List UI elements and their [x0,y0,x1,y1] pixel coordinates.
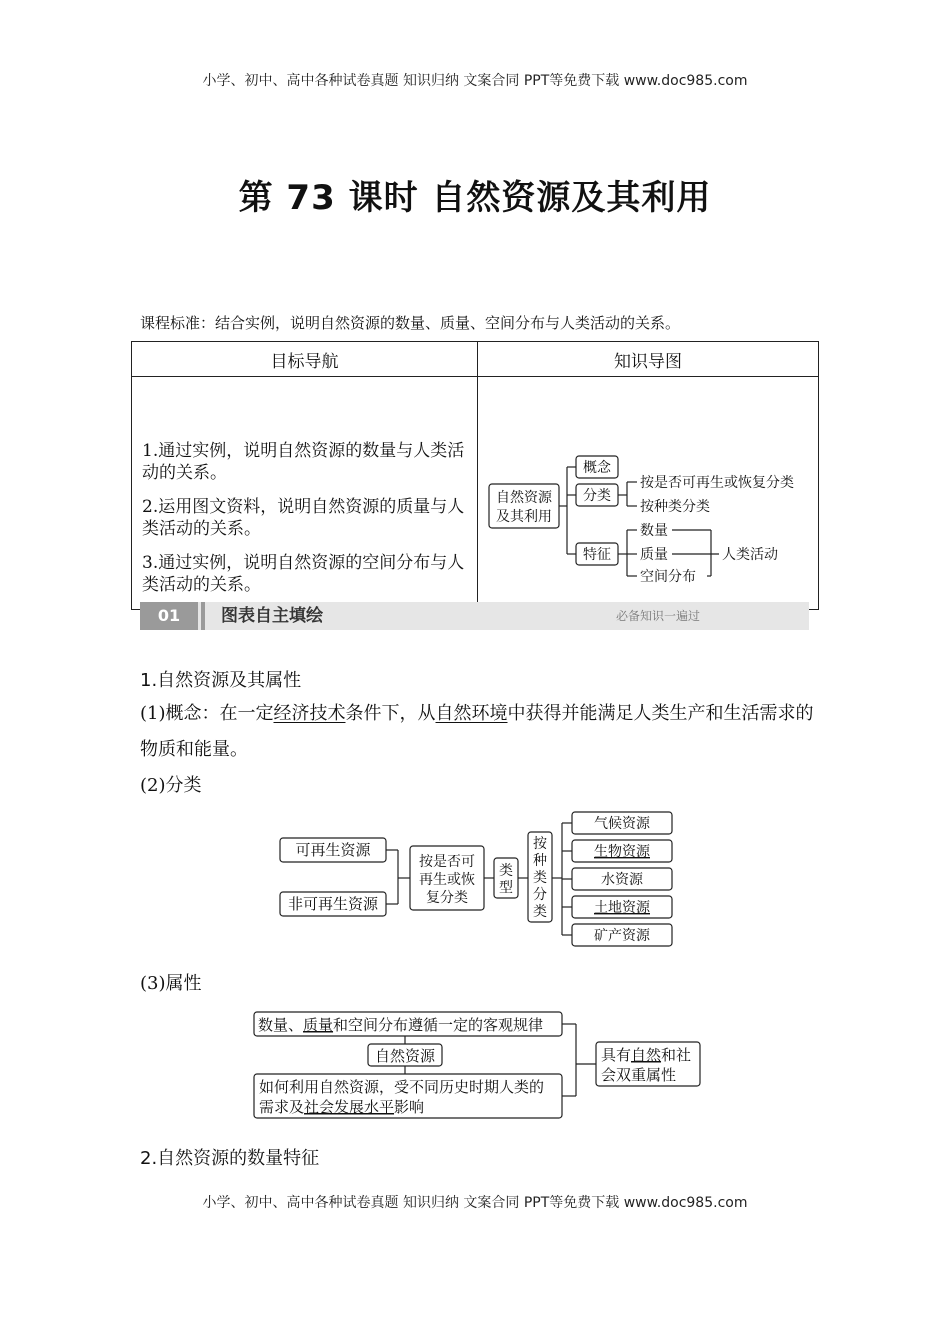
goal-item: 1.通过实例，说明自然资源的数量与人类活动的关系。 [142,441,465,483]
concept-text: 中获得并能满足人类生产和生活需求的物质和能量。 [140,703,814,760]
concept-blank: 自然环境 [435,703,508,724]
basis-box: 按是否可 [419,854,475,870]
attr-bottom-text: 影响 [394,1098,425,1116]
goal-table [131,341,819,610]
kind-box: 分 [533,887,547,903]
section-title: 图表自主填绘 [221,606,323,626]
mindmap-root: 自然资源 [496,490,552,506]
concept-blank: 经济技术 [273,703,346,724]
mindmap-human: 人类活动 [722,547,778,563]
attribute-diagram [250,1008,704,1124]
kind-box: 按 [533,836,547,852]
goal-item: 2.运用图文资料，说明自然资源的质量与人类活动的关系。 [142,497,465,539]
concept-paragraph [140,696,820,768]
attr-result-line2: 会双重属性 [601,1066,677,1084]
resource-item: 气候资源 [594,816,650,832]
mindmap-root: 及其利用 [496,509,552,525]
mindmap-f1: 数量 [640,523,668,539]
mindmap-cell [478,377,819,610]
mindmap-category: 分类 [583,488,611,504]
attr-top-blank: 质量 [303,1016,334,1034]
knowledge-mindmap [479,378,817,604]
classification-diagram [276,806,678,952]
course-standard: 课程标准：结合实例，说明自然资源的数量、质量、空间分布与人类活动的关系。 [140,314,681,332]
goals-cell [132,377,478,610]
renewable-box: 可再生资源 [295,841,371,859]
basis-box: 复分类 [426,890,468,906]
heading-quantity: 2.自然资源的数量特征 [140,1148,320,1169]
section-subtitle: 必备知识一遍过 [616,609,701,623]
section-number: 01 [140,602,198,630]
attr-result-text: 和社 [661,1046,692,1064]
mindmap-f3: 空间分布 [640,569,696,585]
kind-box: 种 [533,853,547,869]
resource-item: 生物资源 [594,844,650,860]
kind-box: 类 [533,904,547,920]
attr-result-line1 [601,1046,691,1064]
attr-center-box: 自然资源 [374,1047,436,1065]
goal-item: 3.通过实例，说明自然资源的空间分布与人类活动的关系。 [142,553,465,595]
mindmap-feature: 特征 [583,547,611,563]
kind-box: 类 [533,870,547,886]
mindmap-cat2: 按种类分类 [640,499,710,515]
concept-text: 条件下，从 [345,703,436,724]
section-divider [201,602,205,630]
attr-bottom-line2 [259,1098,424,1116]
type-box: 型 [499,880,513,896]
attr-top-text: 和空间分布遵循一定的客观规律 [333,1016,544,1034]
resource-item: 土地资源 [594,900,650,916]
footer-watermark: 小学、初中、高中各种试卷真题 知识归纳 文案合同 PPT等免费下载 www.doc985.com [202,1195,748,1211]
header-watermark: 小学、初中、高中各种试卷真题 知识归纳 文案合同 PPT等免费下载 www.doc985.com [202,73,748,89]
basis-box: 再生或恢 [419,872,475,888]
page-title: 第 73 课时 自然资源及其利用 [238,178,712,218]
resource-item: 水资源 [601,872,643,888]
concept-text: (1)概念：在一定 [140,703,274,724]
type-box: 类 [499,863,513,879]
attr-bottom-blank: 社会发展水平 [304,1098,395,1116]
attr-result-text: 具有 [601,1046,632,1064]
heading-natural-resources: 1.自然资源及其属性 [140,670,302,691]
mindmap-cat1: 按是否可再生或恢复分类 [640,475,794,491]
attr-result-blank: 自然 [631,1046,662,1064]
attr-top-box [258,1016,543,1034]
attr-bottom-line1: 如何利用自然资源，受不同历史时期人类的 [259,1078,545,1096]
mindmap-concept: 概念 [583,460,611,476]
attr-label: (3)属性 [140,973,202,994]
attr-bottom-text: 需求及 [259,1098,305,1116]
mindmap-header: 知识导图 [478,342,819,377]
classify-label: (2)分类 [140,775,202,796]
nonrenewable-box: 非可再生资源 [287,895,379,913]
mindmap-f2: 质量 [640,547,668,563]
attr-top-text: 数量、 [258,1016,304,1034]
goal-header: 目标导航 [132,342,478,377]
resource-item: 矿产资源 [594,928,650,944]
